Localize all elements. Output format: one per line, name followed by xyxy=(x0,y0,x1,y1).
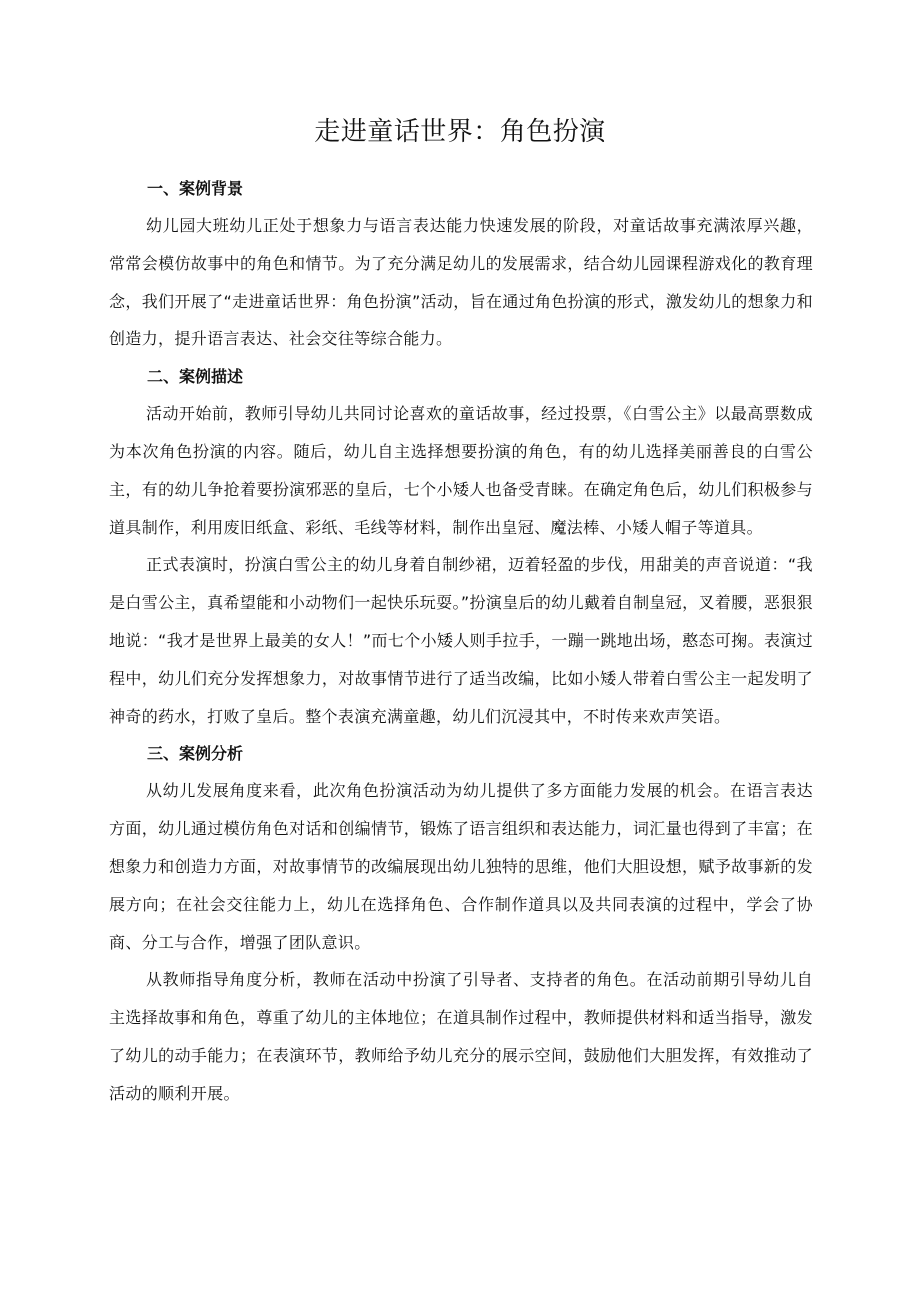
paragraph: 从教师指导角度分析，教师在活动中扮演了引导者、支持者的角色。在活动前期引导幼儿自主选择故事和角色，尊重了幼儿的主体地位；在道具制作过程中，教师提供材料和适当指导，激发了幼儿的动手能力；在表演环节，教师给予幼儿充分的展示空间，鼓励他们大胆发挥，有效推动了活动的顺利开展。 xyxy=(109,970,813,1103)
document-body xyxy=(109,170,813,1113)
paragraph: 从幼儿发展角度来看，此次角色扮演活动为幼儿提供了多方面能力发展的机会。在语言表达方面，幼儿通过模仿角色对话和创编情节，锻炼了语言组织和表达能力，词汇量也得到了丰富；在想象力和创造力方面，对故事情节的改编展现出幼儿独特的思维，他们大胆设想，赋予故事新的发展方向；在社会交往能力上，幼儿在选择角色、合作制作道具以及共同表演的过程中，学会了协商、分工与合作，增强了团队意识。 xyxy=(109,781,813,952)
section-heading-analysis: 三、案例分析 xyxy=(147,744,244,764)
page-title: 走进童话世界：角色扮演 xyxy=(314,117,606,147)
paragraph: 正式表演时，扮演白雪公主的幼儿身着自制纱裙，迈着轻盈的步伐，用甜美的声音说道：“我是白雪公主，真希望能和小动物们一起快乐玩耍。”扮演皇后的幼儿戴着自制皇冠，叉着腰，恶狠狠地说：“我才是世界上最美的女人！”而七个小矮人则手拉手，一蹦一跳地出场，憨态可掬。表演过程中，幼儿们充分发挥想象力，对故事情节进行了适当改编，比如小矮人带着白雪公主一起发明了神奇的药水，打败了皇后。整个表演充满童趣，幼儿们沉浸其中，不时传来欢声笑语。 xyxy=(109,555,813,726)
section-heading-description: 二、案例描述 xyxy=(147,367,244,387)
section-heading-background: 一、案例背景 xyxy=(147,179,244,198)
paragraph: 幼儿园大班幼儿正处于想象力与语言表达能力快速发展的阶段，对童话故事充满浓厚兴趣，常常会模仿故事中的角色和情节。为了充分满足幼儿的发展需求，结合幼儿园课程游戏化的教育理念，我们开展了“走进童话世界：角色扮演”活动，旨在通过角色扮演的形式，激发幼儿的想象力和创造力，提升语言表达、社会交往等综合能力。 xyxy=(109,216,813,349)
paragraph: 活动开始前，教师引导幼儿共同讨论喜欢的童话故事，经过投票，《白雪公主》以最高票数成为本次角色扮演的内容。随后，幼儿自主选择想要扮演的角色，有的幼儿选择美丽善良的白雪公主，有的幼儿争抢着要扮演邪恶的皇后，七个小矮人也备受青睐。在确定角色后，幼儿们积极参与道具制作，利用废旧纸盒、彩纸、毛线等材料，制作出皇冠、魔法棒、小矮人帽子等道具。 xyxy=(109,404,813,537)
